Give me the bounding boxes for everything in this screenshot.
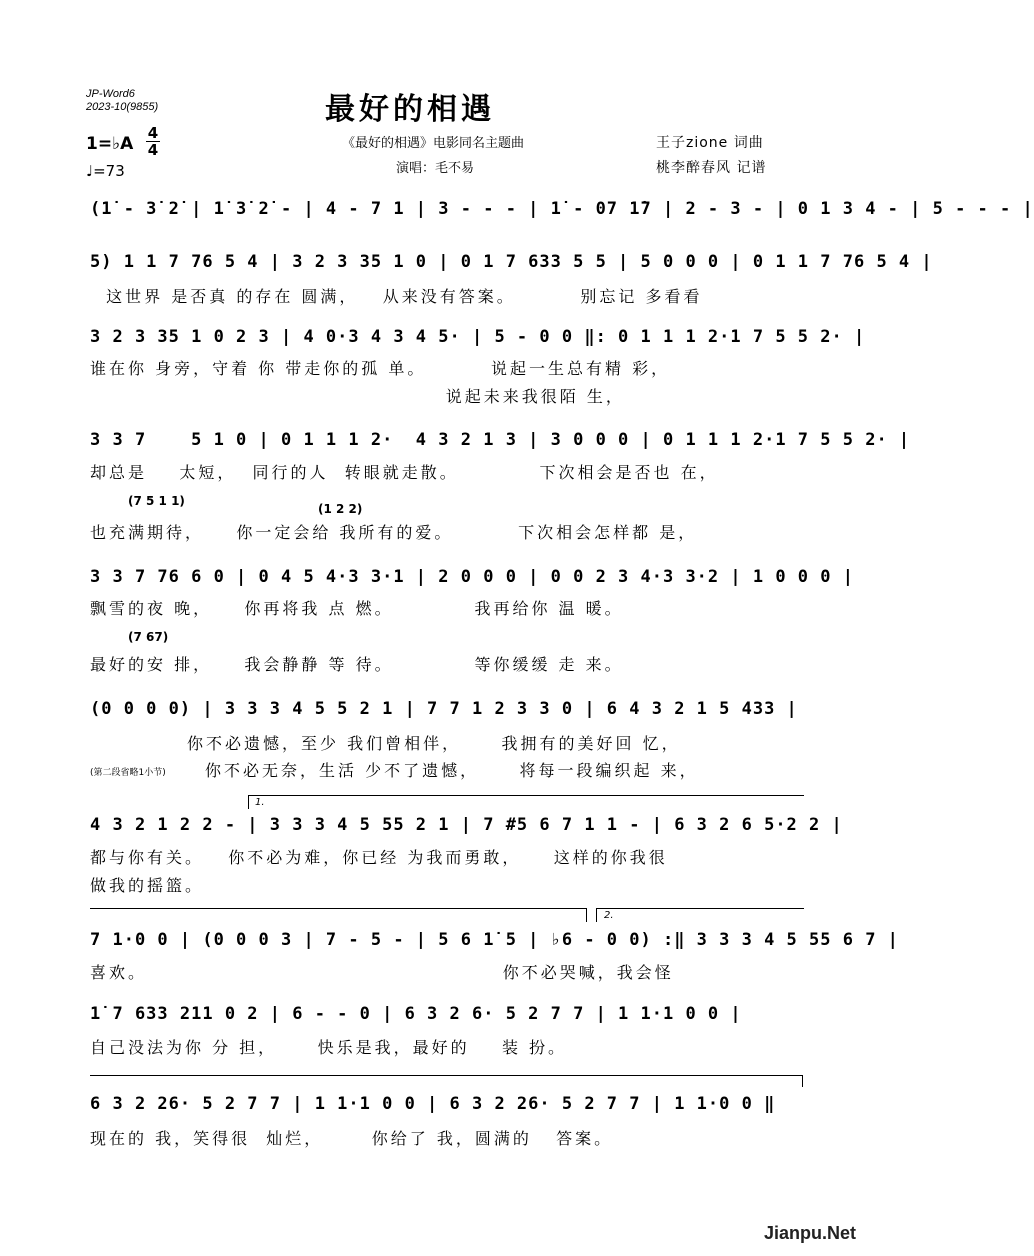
volta-1-label: 1. <box>255 797 265 808</box>
score-line-2: 5) 1 1 7 76 5 4 | 3 2 3 35 1 0 | 0 1 7 633 5 5 | 5 0 0 0 | 0 1 1 7 76 5 4 | <box>90 252 933 272</box>
lyrics-line-4: 却总是 太短， 同行的人 转眼就走散。 下次相会是否也 在， <box>90 463 719 482</box>
lyrics-line-6-second: 你不必无奈，生活 少不了遗憾， 将每一段编织起 来， <box>205 761 699 780</box>
tempo-value: 73 <box>105 162 125 180</box>
alt-notes-4b: (1 2 2) <box>318 502 363 516</box>
score-line-7: 4 3 2 1 2 2 - | 3 3 3 4 5 55 2 1 | 7 #5 6 7 1 1 - | 6 3 2 6 5·2 2 | <box>90 815 843 835</box>
lyrics-line-2: 这世界 是否真 的存在 圆满， 从来没有答案。 别忘记 多看看 <box>90 287 703 306</box>
lyrics-line-5: 飘雪的夜 晚， 你再将我 点 燃。 我再给你 温 暖。 <box>90 599 624 618</box>
lyricist: 王子zione 词曲 <box>656 135 764 151</box>
transcriber: 桃李醉春风 记谱 <box>656 160 767 176</box>
version-label: 2023-10(9855) <box>86 101 159 113</box>
tempo-mark: ♩=73 <box>86 162 125 180</box>
site-watermark: Jianpu.Net <box>764 1223 857 1243</box>
volta-2-tick <box>596 908 597 922</box>
volta-1-end-tick <box>586 908 587 922</box>
lyrics-line-6: 你不必遗憾，至少 我们曾相伴， 我拥有的美好回 忆， <box>90 734 681 753</box>
score-line-10: 6 3 2 26· 5 2 7 7 | 1 1·1 0 0 | 6 3 2 26· 5 2 7 7 | 1 1·0 0 ‖ <box>90 1094 776 1114</box>
lyrics-line-9: 自己没法为你 分 担， 快乐是我，最好的 装 扮。 <box>90 1038 568 1057</box>
lyrics-line-3: 谁在你 身旁，守着 你 带走你的孤 单。 说起一生总有精 彩， <box>90 359 671 378</box>
score-line-1: (1̇ - 3̇ 2̇ | 1̇ 3̇ 2̇ - | 4 - 7 1 | 3 - - - | 1̇ - 07 1̇7 | 2 - 3 - | 0 1 3 4 - | 5 - - - | <box>90 199 1034 219</box>
singer: 演唱：毛不易 <box>396 161 475 176</box>
volta-1-end-line <box>90 908 586 909</box>
section-note: (第二段省略1小节) <box>90 768 166 778</box>
score-line-8: 7 1·0 0 | (0 0 0 3 | 7 - 5 - | 5 6 1̇ 5 | ♭6 - 0 0) :‖ 3 3 3 4 5 55 6 7 | <box>90 930 899 950</box>
final-bracket-tick <box>802 1075 803 1087</box>
lyrics-line-10: 现在的 我，笑得很 灿烂， 你给了 我，圆满的 答案。 <box>90 1129 614 1148</box>
lyrics-line-3-second: 说起未来我很陌 生， <box>90 387 625 406</box>
alt-notes-5: (7 67) <box>128 630 169 644</box>
volta-1-bracket <box>248 795 804 796</box>
volta-2-bracket <box>596 908 804 909</box>
time-top: 4 <box>147 124 159 142</box>
score-line-5: 3 3 7 76 6 0 | 0 4 5 4·3 3·1 | 2 0 0 0 | 0 0 2 3 4·3 3·2 | 1 0 0 0 | <box>90 567 854 587</box>
software-label: JP-Word6 <box>86 88 135 100</box>
score-line-3: 3 2 3 35 1 0 2 3 | 4 0·3 4 3 4 5· | 5 - 0 0 ‖: 0 1 1 1 2·1 7 5 5 2· | <box>90 327 866 347</box>
volta-1-tick <box>248 795 249 809</box>
lyrics-line-5-second: 最好的安 排， 我会静静 等 待。 等你缓缓 走 来。 <box>90 655 624 674</box>
time-bottom: 4 <box>147 141 159 159</box>
score-line-9: 1̇ 7 633 211 0 2 | 6 - - 0 | 6 3 2 6· 5 2 7 7 | 1 1·1 0 0 | <box>90 1004 742 1024</box>
alt-notes-4a: (7 5 1 1) <box>128 494 185 508</box>
lyrics-line-7-second: 做我的摇篮。 <box>90 876 205 895</box>
score-line-4: 3 3 7 5 1 0 | 0 1 1 1 2· 4 3 2 1 3 | 3 0 0 0 | 0 1 1 1 2·1 7 5 5 2· | <box>90 430 911 450</box>
time-signature <box>146 126 160 157</box>
song-title: 最好的相遇 <box>325 92 495 127</box>
lyrics-line-8: 喜欢。 你不必哭喊，我会怪 <box>90 963 674 982</box>
lyrics-line-7: 都与你有关。 你不必为难，你已经 为我而勇敢， 这样的你我很 <box>90 848 668 867</box>
quarter-note-icon: ♩ <box>86 162 94 180</box>
key-signature: 1=♭A <box>86 134 134 154</box>
score-line-6: (0 0 0 0) | 3 3 3 4 5 5 2 1 | 7 7 1 2 3 3 0 | 6 4 3 2 1 5 433 | <box>90 699 798 719</box>
lyrics-line-4-second: 也充满期待， 你一定会给 我所有的爱。 下次相会怎样都 是， <box>90 523 698 542</box>
subtitle: 《最好的相遇》电影同名主题曲 <box>342 136 525 151</box>
volta-2-label: 2. <box>604 910 614 921</box>
final-bracket-line <box>90 1075 802 1076</box>
